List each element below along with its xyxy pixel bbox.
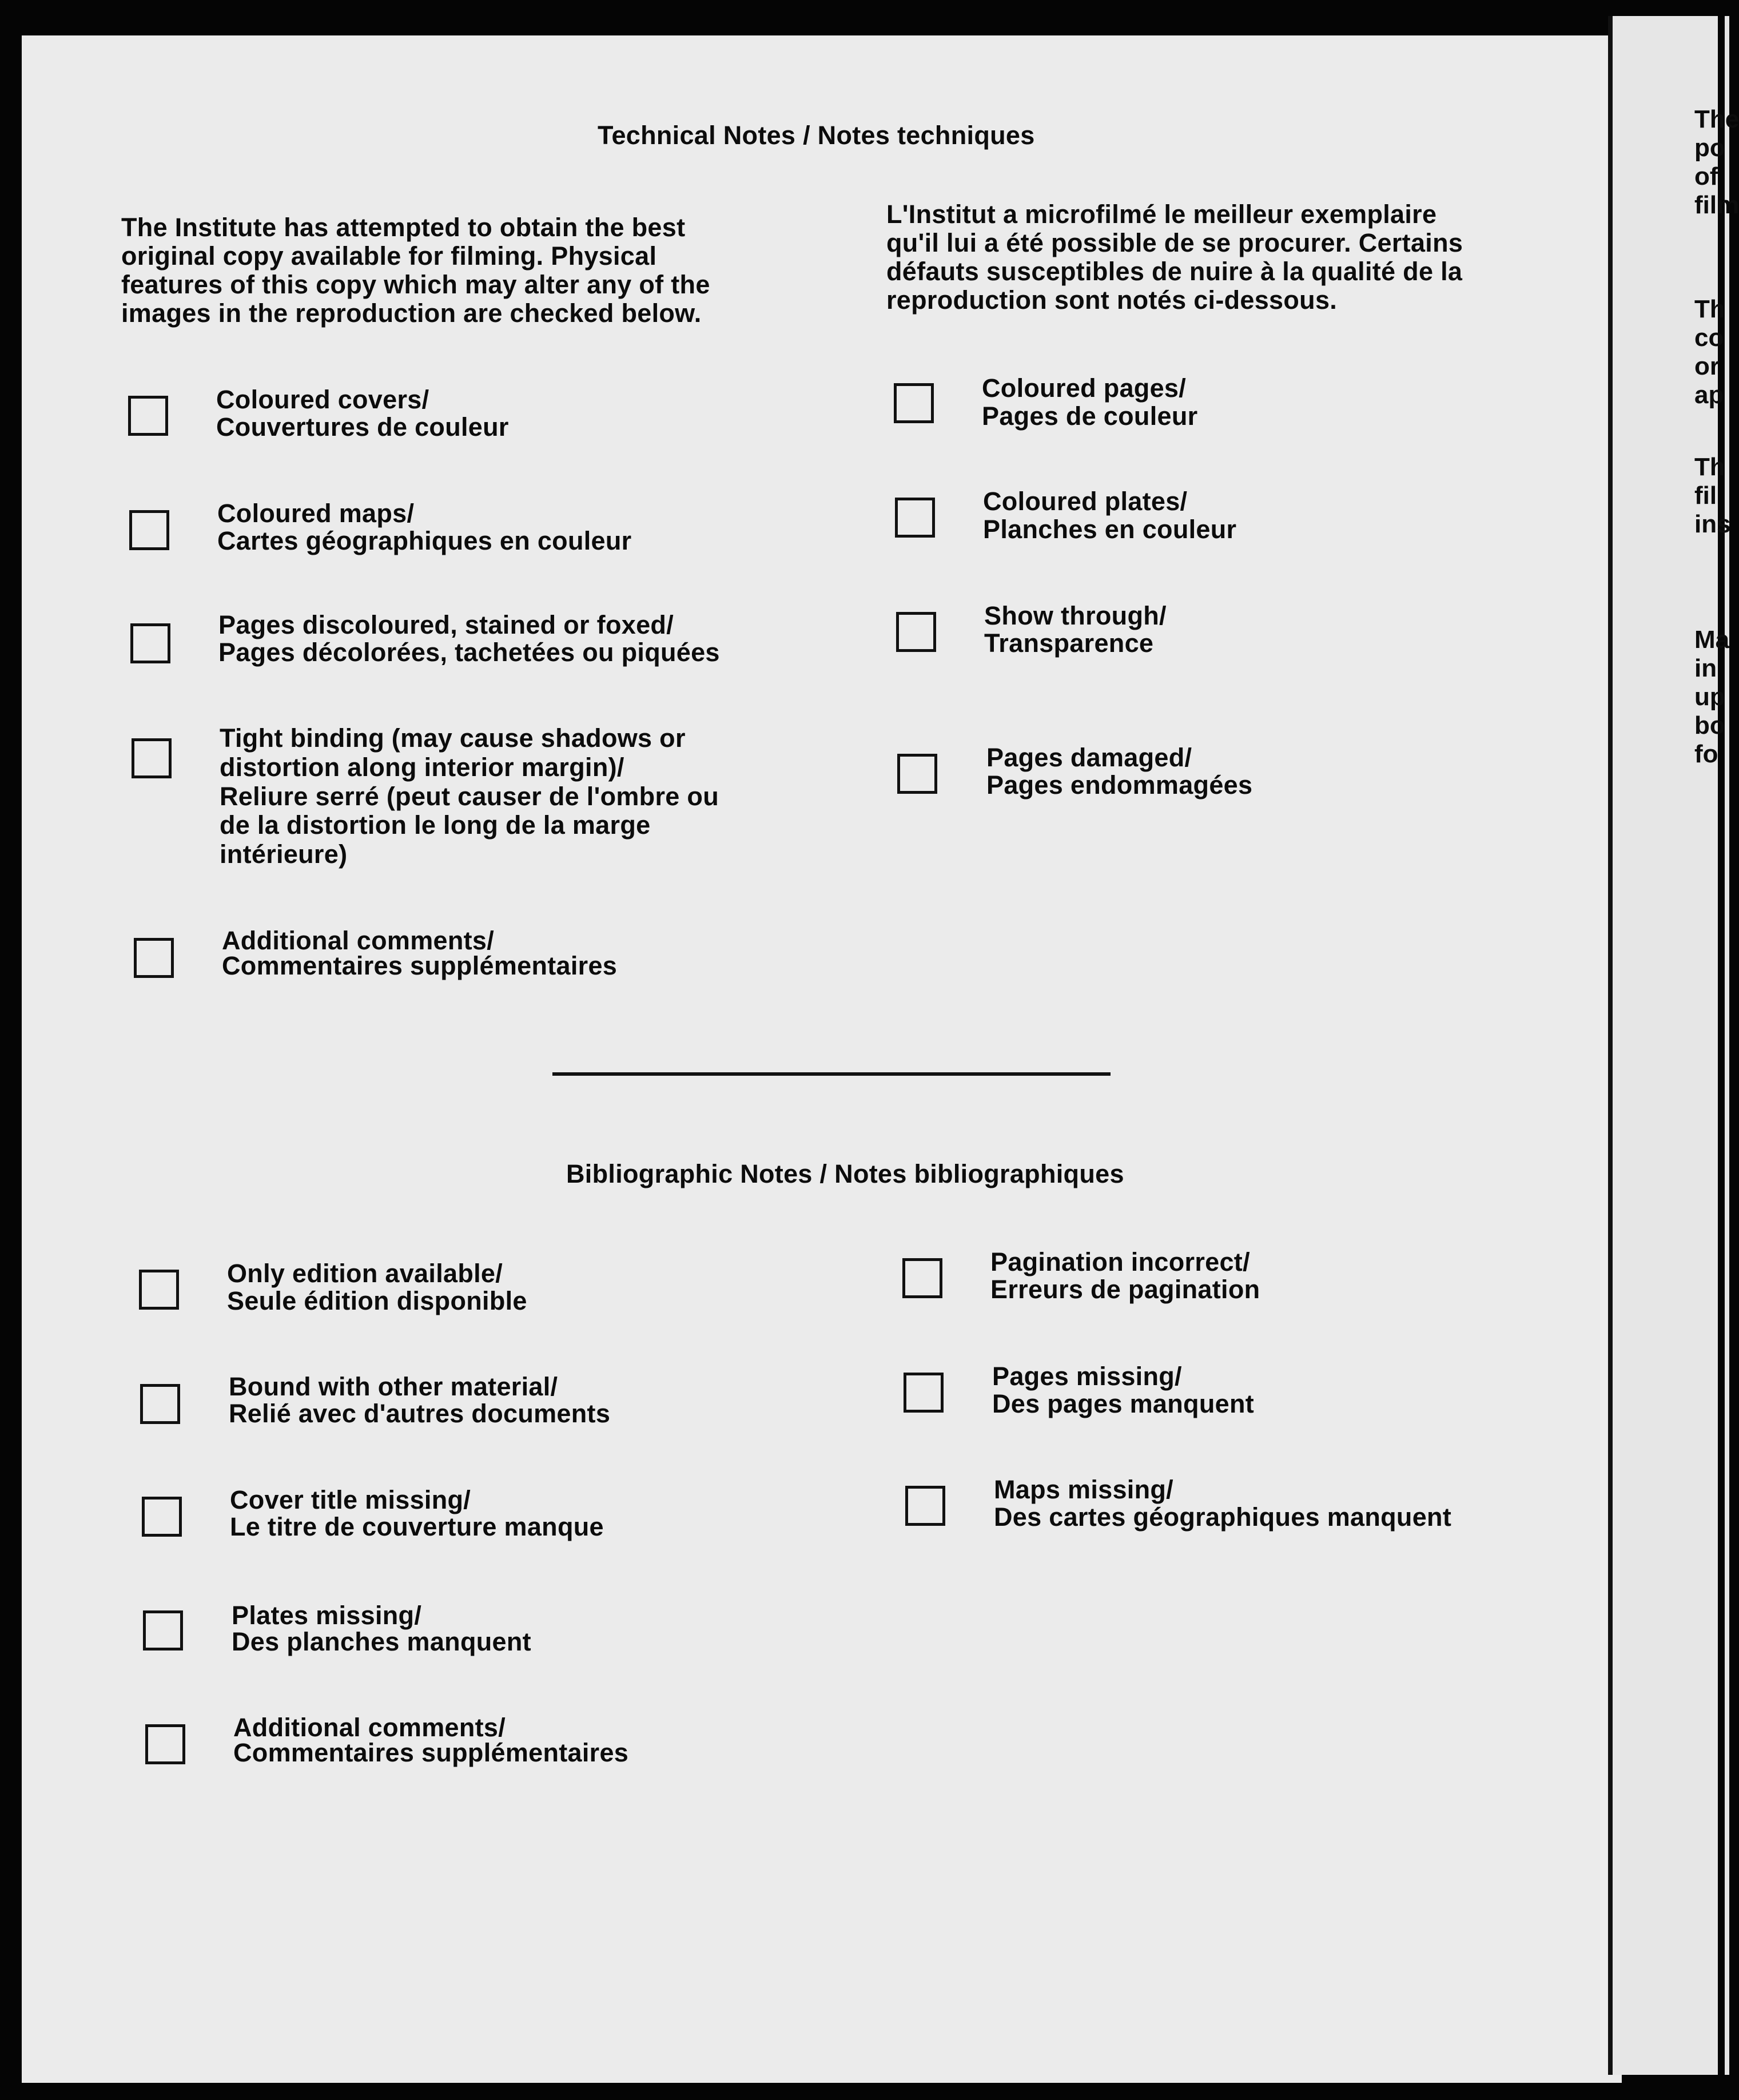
edge-fragment: ins bbox=[1694, 510, 1731, 538]
section-divider bbox=[552, 1072, 1111, 1076]
checkbox[interactable] bbox=[894, 383, 934, 423]
checkbox[interactable] bbox=[128, 396, 168, 436]
checkbox[interactable] bbox=[130, 623, 170, 663]
checkbox[interactable] bbox=[134, 938, 174, 978]
item-label-line: Des pages manquent bbox=[992, 1389, 1255, 1418]
technical-notes-heading: Technical Notes / Notes techniques bbox=[598, 121, 1035, 150]
item-label-line: Le titre de couverture manque bbox=[230, 1512, 604, 1541]
checkbox[interactable] bbox=[904, 1373, 944, 1413]
item-label-line: Pages missing/ bbox=[992, 1362, 1182, 1391]
edge-fragment: of bbox=[1694, 162, 1718, 190]
item-label-line: Pages décolorées, tachetées ou piquées bbox=[218, 638, 720, 667]
item-label-line: Plates missing/ bbox=[232, 1601, 422, 1630]
checkbox[interactable] bbox=[902, 1258, 942, 1298]
intro-fr-line: qu'il lui a été possible de se procurer. Certains bbox=[886, 228, 1463, 257]
checkbox[interactable] bbox=[139, 1270, 179, 1310]
item-label-line: Pages de couleur bbox=[982, 401, 1198, 431]
edge-fragment: bo bbox=[1694, 711, 1725, 739]
item-label-line: Show through/ bbox=[984, 601, 1167, 630]
checkbox[interactable] bbox=[143, 1610, 183, 1650]
checkbox[interactable] bbox=[140, 1384, 180, 1424]
item-label-line: de la distortion le long de la marge bbox=[220, 810, 651, 840]
intro-en-line: The Institute has attempted to obtain the best bbox=[121, 213, 686, 242]
checkbox[interactable] bbox=[145, 1724, 185, 1764]
item-label-line: Maps missing/ bbox=[994, 1475, 1173, 1504]
item-label-line: Coloured maps/ bbox=[217, 499, 415, 528]
item-label-line: Bound with other material/ bbox=[229, 1372, 558, 1401]
item-label-line: Planches en couleur bbox=[983, 515, 1237, 544]
edge-fragment: The bbox=[1694, 105, 1739, 133]
checkbox[interactable] bbox=[897, 754, 937, 794]
edge-fragment: in bbox=[1694, 654, 1717, 682]
item-label-line: Couvertures de couleur bbox=[216, 412, 509, 442]
item-label-line: Additional comments/ bbox=[233, 1713, 506, 1742]
item-label-line: Reliure serré (peut causer de l'ombre ou bbox=[220, 782, 719, 811]
item-label-line: Cartes géographiques en couleur bbox=[217, 526, 632, 555]
checkbox[interactable] bbox=[896, 612, 936, 652]
item-label-line: Only edition available/ bbox=[227, 1259, 503, 1288]
item-label-line: Commentaires supplémentaires bbox=[222, 951, 618, 980]
item-label-line: Coloured plates/ bbox=[983, 487, 1188, 516]
checkbox[interactable] bbox=[895, 498, 935, 538]
edge-fragment: ap bbox=[1694, 381, 1724, 409]
edge-fragment: Ma bbox=[1694, 626, 1730, 654]
intro-en-line: images in the reproduction are checked below. bbox=[121, 299, 702, 328]
intro-fr-line: reproduction sont notés ci-dessous. bbox=[886, 285, 1338, 315]
item-label-line: Seule édition disponible bbox=[227, 1286, 527, 1315]
bibliographic-notes-heading: Bibliographic Notes / Notes bibliographiques bbox=[566, 1159, 1124, 1188]
intro-en-line: original copy available for filming. Physical bbox=[121, 241, 657, 271]
checkbox[interactable] bbox=[129, 510, 169, 550]
microfiche-target-page bbox=[22, 35, 1622, 2083]
edge-fragment: fo bbox=[1694, 740, 1718, 768]
edge-fragment: po bbox=[1694, 134, 1725, 162]
item-label-line: Pages discoloured, stained or foxed/ bbox=[218, 610, 674, 639]
edge-fragment: Th bbox=[1694, 453, 1725, 481]
item-label-line: Des cartes géographiques manquent bbox=[994, 1502, 1452, 1532]
item-label-line: Transparence bbox=[984, 629, 1154, 658]
item-label-line: intérieure) bbox=[220, 840, 348, 869]
item-label-line: Relié avec d'autres documents bbox=[229, 1399, 611, 1428]
edge-fragment: film bbox=[1694, 191, 1739, 219]
item-label-line: Pages damaged/ bbox=[986, 743, 1192, 772]
item-label-line: Coloured pages/ bbox=[982, 373, 1187, 403]
edge-fragment: fil bbox=[1694, 482, 1717, 510]
item-label-line: Cover title missing/ bbox=[230, 1485, 471, 1514]
edge-fragment: or bbox=[1694, 352, 1720, 380]
intro-en-line: features of this copy which may alter any of the bbox=[121, 270, 710, 299]
checkbox[interactable] bbox=[905, 1486, 945, 1526]
item-label-line: distortion along interior margin)/ bbox=[220, 753, 624, 782]
item-label-line: Pages endommagées bbox=[986, 770, 1253, 800]
checkbox[interactable] bbox=[132, 738, 172, 778]
item-label-line: Des planches manquent bbox=[232, 1627, 531, 1656]
edge-fragment: Th bbox=[1694, 295, 1725, 323]
edge-fragment: up bbox=[1694, 683, 1725, 711]
item-label-line: Commentaires supplémentaires bbox=[233, 1738, 629, 1767]
item-label-line: Additional comments/ bbox=[222, 926, 495, 955]
intro-fr-line: L'Institut a microfilmé le meilleur exemplaire bbox=[886, 200, 1437, 229]
checkbox[interactable] bbox=[142, 1497, 182, 1537]
item-label-line: Pagination incorrect/ bbox=[990, 1247, 1250, 1276]
intro-fr-line: défauts susceptibles de nuire à la qualité de la bbox=[886, 257, 1463, 286]
item-label-line: Tight binding (may cause shadows or bbox=[220, 723, 686, 753]
item-label-line: Erreurs de pagination bbox=[990, 1275, 1260, 1304]
item-label-line: Coloured covers/ bbox=[216, 385, 429, 414]
edge-fragment: co bbox=[1694, 324, 1724, 352]
